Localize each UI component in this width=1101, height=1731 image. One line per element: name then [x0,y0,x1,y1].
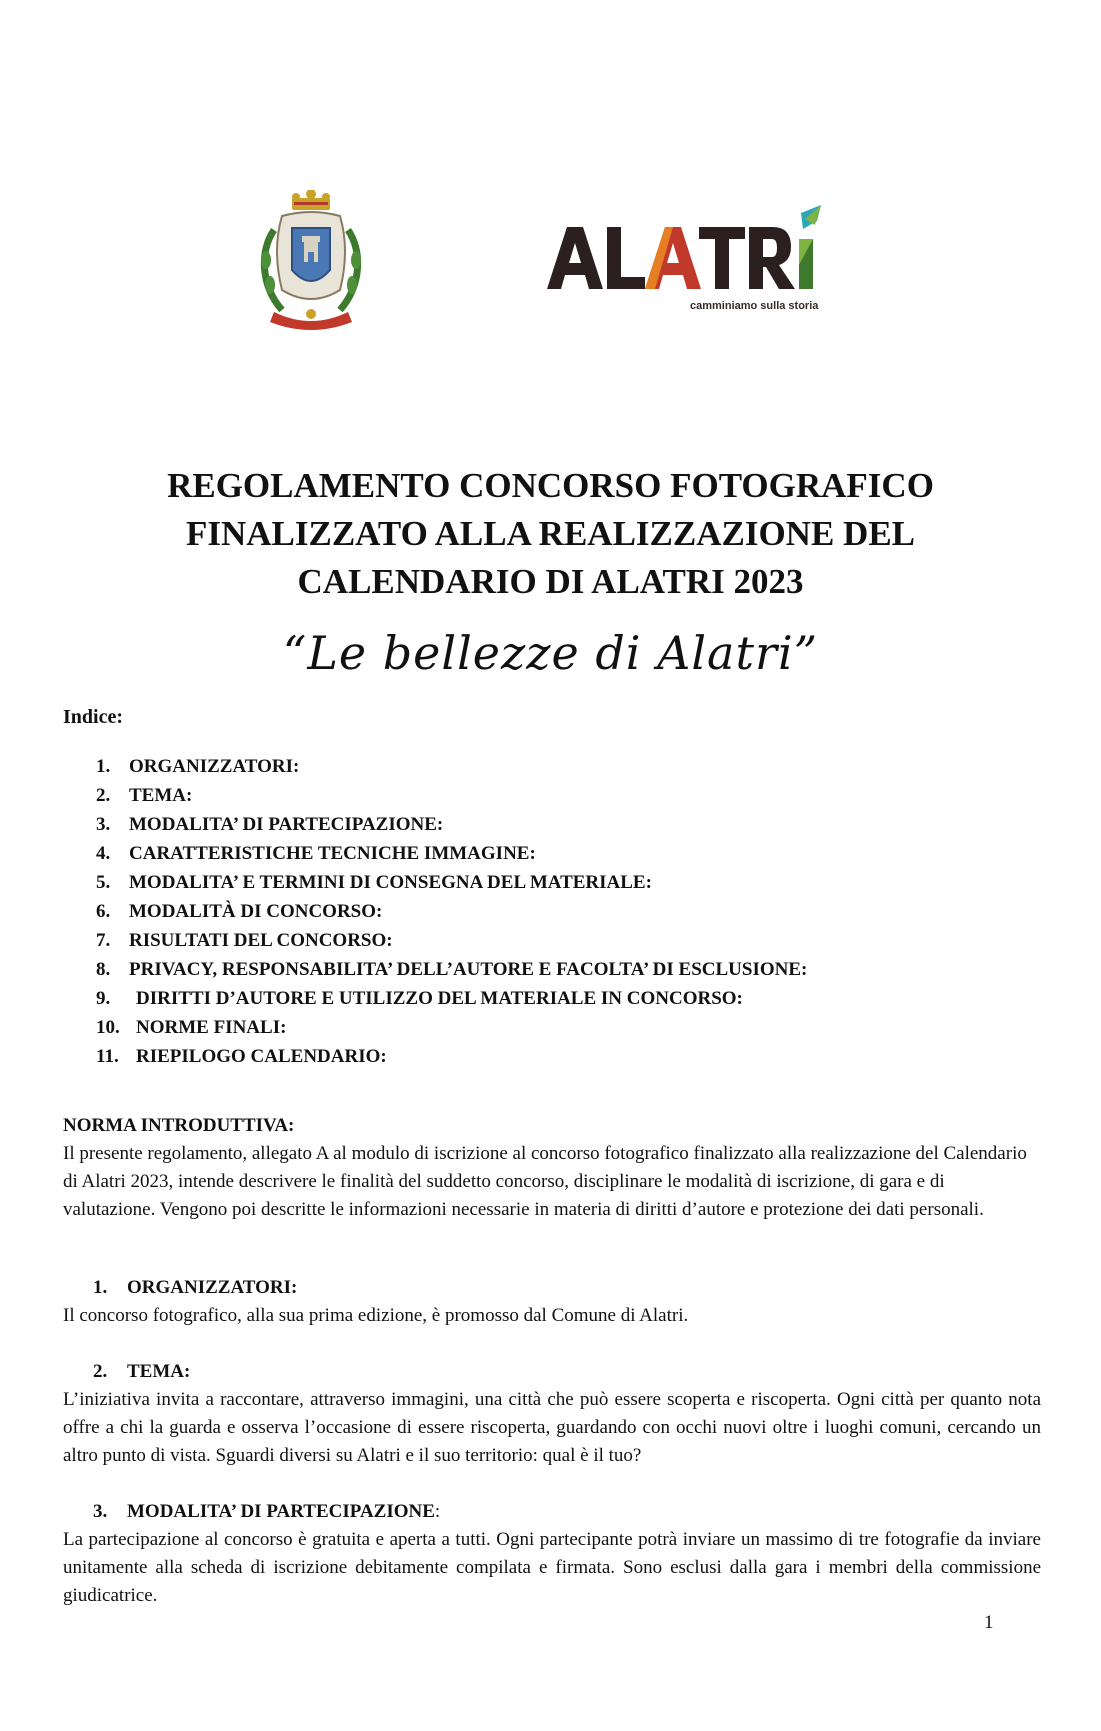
document-subtitle: “Le bellezze di Alatri” [282,626,819,680]
section-text: La partecipazione al concorso è gratuita e aperta a tutti. Ogni partecipante potrà inviare un massimo di tre fotografie da inviare unitamente alla scheda di iscrizione debitamente compilata e firmata. Sono esclusi dalla gara i membri della commissione giudicatrice. [63,1529,1041,1606]
toc-item: 10. NORME FINALI: [96,1017,287,1038]
header-logos [0,190,1101,340]
index-heading: Indice: [63,706,123,728]
document-title [0,462,1101,606]
toc-item: 9. DIRITTI D’AUTORE E UTILIZZO DEL MATERIALE IN CONCORSO: [96,988,743,1009]
toc-item: 2. TEMA: [96,785,193,806]
title-line-1: REGOLAMENTO CONCORSO FOTOGRAFICO [167,466,934,505]
alatri-wordmark [545,205,825,295]
toc-item: 4. CARATTERISTICHE TECNICHE IMMAGINE: [96,843,536,864]
toc-item: 7. RISULTATI DEL CONCORSO: [96,930,393,951]
section-heading: 3. MODALITA’ DI PARTECIPAZIONE: [93,1501,441,1522]
municipal-crest-logo [252,190,370,330]
section-text: Il concorso fotografico, alla sua prima edizione, è promosso dal Comune di Alatri. [63,1305,689,1326]
toc-item: 1. ORGANIZZATORI: [96,756,300,777]
intro-heading: NORMA INTRODUTTIVA: [63,1115,295,1136]
page-number: 1 [984,1612,994,1633]
toc-item: 8. PRIVACY, RESPONSABILITA’ DELL’AUTORE E FACOLTA’ DI ESCLUSIONE: [96,959,808,980]
title-line-3: CALENDARIO DI ALATRI 2023 [297,562,804,601]
section-organizzatori [63,1274,1041,1330]
section-text: L’iniziativa invita a raccontare, attraverso immagini, una città che può essere scoperta e riscoperta. Ogni città per quanto nota offre a chi la guarda e osserva l’occasione di essere riscoperta, guardando con occhi nuovi oltre i luoghi comuni, cercando un altro punto di vista. Sguardi diversi su Alatri e il suo territorio: qual è il tuo? [63,1389,1041,1466]
section-tema [63,1358,1041,1470]
title-line-2: FINALIZZATO ALLA REALIZZAZIONE DEL [185,514,916,553]
toc-item: 6. MODALITÀ DI CONCORSO: [96,901,383,922]
intro-section [63,1112,1041,1224]
intro-text: Il presente regolamento, allegato A al modulo di iscrizione al concorso fotografico finalizzato alla realizzazione del Calendario di Alatri 2023, intende descrivere le finalità del suddetto concorso, disciplinare le modalità di iscrizione, di gara e di valutazione. Vengono poi descritte le informazioni necessarie in materia di diritti d’autore e protezione dei dati personali. [63,1143,1027,1220]
toc-item: 5. MODALITA’ E TERMINI DI CONSEGNA DEL MATERIALE: [96,872,652,893]
section-modalita-partecipazione [63,1498,1041,1610]
brand-tagline: camminiamo sulla storia [690,300,819,312]
alatri-brand-logo [545,205,825,312]
table-of-contents [96,752,996,1071]
section-heading: 1. ORGANIZZATORI: [93,1277,298,1298]
toc-item: 3. MODALITA’ DI PARTECIPAZIONE: [96,814,444,835]
section-heading: 2. TEMA: [93,1361,191,1382]
toc-item: 11. RIEPILOGO CALENDARIO: [96,1046,387,1067]
